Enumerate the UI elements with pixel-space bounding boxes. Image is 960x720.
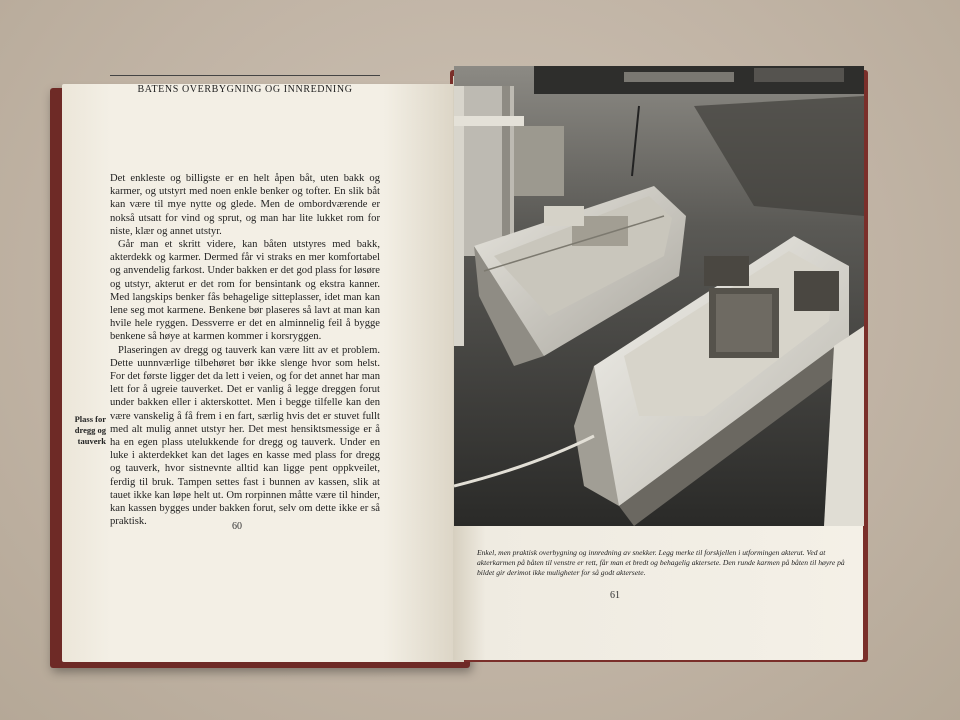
page-number-right: 61	[610, 590, 620, 601]
paragraph-1: Det enkleste og billigste er en helt åpen båt, uten bakk og karmer, og utstyrt med noen enkle benker og tofter. En slik båt kan være til mye nytte og glede. Men de ombordværende er nokså utsatt for vind og sprut, og man har lite lukket rom for niste, klær og annet utstyr.	[110, 173, 380, 237]
paragraph-3: Plaseringen av dregg og tauverk kan være litt av et problem. Dette uunnværlige tilbehøret bør ikke slenge hvor som helst. For det første ligger det da lett i veien, og for det annet har man lett for å ugreie tauverket. Det er vanlig å legge dreggen forut under bakken eller i akterskottet. Men i begge tilfelle kan den være vanskelig å få frem i en fart, særlig hvis det er stuvet fullt med alt mulig annet utstyr her. Det mest hensiktsmessige er å ha en egen plass utelukkende for dregg og tauverk. Under en luke i akterdekket kan det lages en kasse med plass for dregg og tauverk, hvor sistnevnte alltid kan ligge pent oppkveilet, ferdig til bruk. Tampen settes fast i bunnen av kassen, slik at tauet ikke kan løpe helt ut. Om rorpinnen måtte være til hinder, kan kassen bygges under bakken forut, selv om dette ikke er så praktisk.	[110, 344, 380, 528]
margin-note: Plass for dregg og tauverk	[74, 414, 106, 446]
boats-photo-image	[454, 66, 864, 526]
left-page-body	[110, 172, 380, 528]
page-number-left: 60	[232, 521, 242, 532]
boats-photograph	[454, 66, 864, 526]
photo-caption: Enkel, men praktisk overbygning og innredning av snekker. Legg merke til forskjellen i utformingen akterut. Ved at akterkarmen på båten til venstre er rett, får man et bredt og behagelig aktersete. Den runde karmen på båten til høyre på bildet gir derimot ikke muligheter for så godt aktersete.	[477, 548, 845, 578]
running-head: BATENS OVERBYGNING OG INNREDNING	[110, 75, 380, 95]
paragraph-2: Går man et skritt videre, kan båten utstyres med bakk, akterdekk og karmer. Dermed får vi straks en mer komfortabel og anvendelig farkost. Under bakken er det god plass for løsøre og utstyr, akterut er det rom for bensintank og ekstra kanner. Med langskips benker fås behagelige sitteplasser, idet man kan lene seg mot karmene. Benkene bør plaseres så lavt at man kan hvile hele ryggen. Dessverre er det en alminnelig feil å bygge benkene så høye at karmen kommer i korsryggen.	[110, 239, 380, 343]
